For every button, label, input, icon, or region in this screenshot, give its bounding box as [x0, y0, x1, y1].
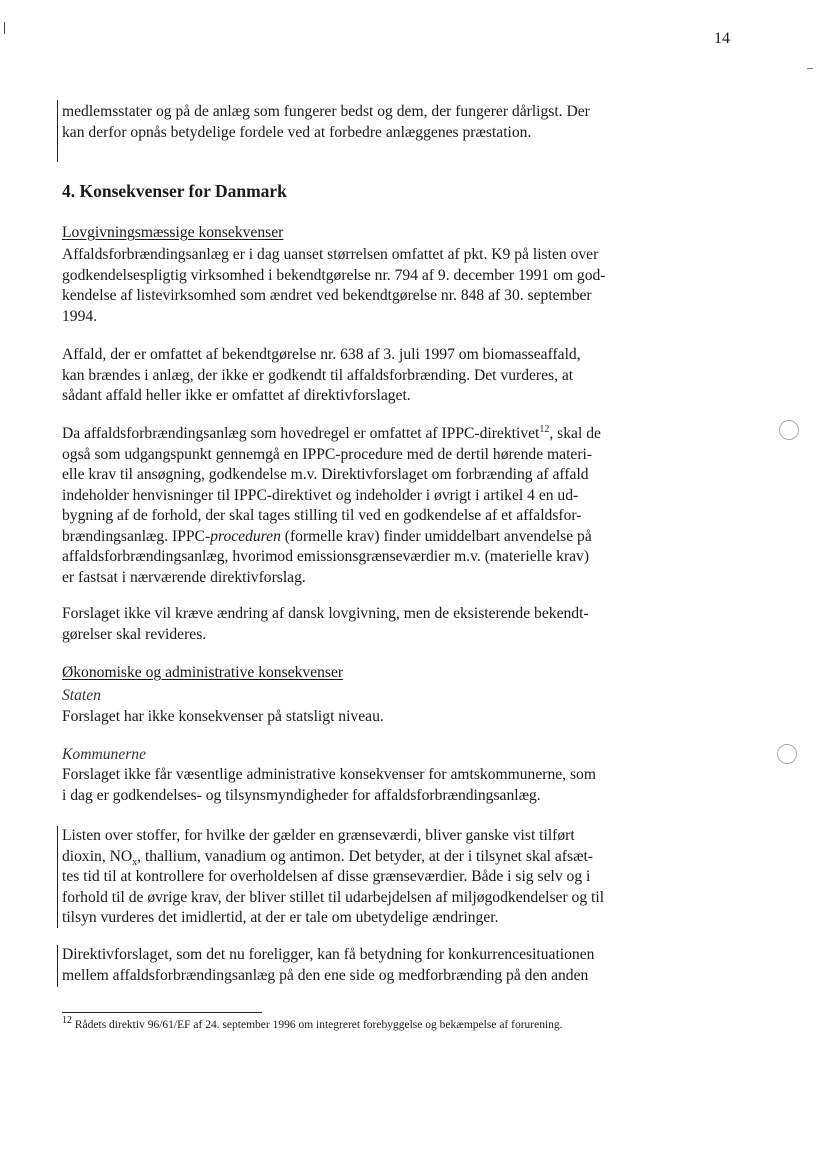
scan-edge-mark [4, 22, 5, 34]
emphasis-text: proceduren [210, 527, 281, 545]
text-line: Da affaldsforbrændingsanlæg som hovedregel er omfattet af IPPC-direktivet$^{12}$, skal de [62, 423, 601, 442]
text-line: også som udgangspunkt gennemgå en IPPC-procedure med de dertil hørende materi- [62, 445, 593, 463]
paragraph-legal-2 [62, 345, 734, 407]
footnote [62, 1015, 563, 1032]
paragraph-economic-5 [62, 826, 734, 929]
text-line: Direktivforslaget, som det nu foreligger, kan få betydning for konkurrencesituationen [62, 946, 595, 963]
text-line: kan derfor opnås betydelige fordele ved at forbedre anlæggenes præstation. [62, 123, 532, 141]
text-line: kan brændes i anlæg, der ikke er godkendt til affaldsforbrænding. Det vurderes, at [62, 366, 574, 384]
text-line: tes tid til at kontrollere for overholdelsen af disse grænseværdier. Både i sig selv og i [62, 868, 591, 885]
text-line: kendelse af listevirksomhed som ændret ved bekendtgørelse nr. 848 af 30. september [62, 287, 592, 304]
text-line: Forslaget ikke vil kræve ændring af dansk lovgivning, men de eksisterende bekendt- [62, 605, 589, 622]
text-line: gørelser skal revideres. [62, 625, 207, 643]
revision-margin-bar [57, 826, 58, 928]
text-line: 1994. [62, 307, 98, 325]
text-line: indeholder henvisninger til IPPC-direktivet og indeholder i øvrigt i artikel 4 en ud- [62, 486, 579, 504]
scan-edge-mark [807, 68, 813, 69]
text-line: dioxin, $NO_x$, thallium, vanadium og antimon. Det betyder, at der i tilsynet skal afsæt- [62, 847, 593, 868]
revision-margin-bar [57, 100, 58, 162]
punch-hole [777, 744, 797, 764]
footnote-separator [62, 1012, 262, 1013]
page-number: 14 [714, 30, 730, 47]
text-line: Affaldsforbrændingsanlæg er i dag uanset størrelsen omfattet af pkt. K9 på listen over [62, 246, 599, 263]
text-line: Forslaget ikke får væsentlige administrative konsekvenser for amtskommunerne, som [62, 766, 596, 783]
paragraph-municipal [62, 765, 734, 806]
text-line: sådant affald heller ikke er omfattet af direktivforslaget. [62, 387, 411, 404]
text-line: er fastsat i nærværende direktivforslag. [62, 568, 306, 586]
section-heading: 4. Konsekvenser for Danmark [62, 181, 287, 201]
text-line: mellem affaldsforbrændingsanlæg på den ene side og medforbrænding på den anden [62, 966, 589, 984]
intro-paragraph [62, 102, 734, 143]
footnote-text: Rådets direktiv 96/61/EF af 24. september 1996 om integreret forebyggelse og bekæmpelse af forurening. [72, 1019, 563, 1031]
text-line: brændingsanlæg. IPPC-proceduren (formelle krav) finder umiddelbart anvendelse på [62, 527, 592, 545]
punch-hole [779, 420, 799, 440]
paragraph-legal-1 [62, 245, 734, 327]
text-line: Affald, der er omfattet af bekendtgørelse nr. 638 af 3. juli 1997 om biomasseaffald, [62, 346, 581, 363]
footnote-reference[interactable]: 12 [539, 423, 550, 435]
paragraph-economic-6 [62, 945, 734, 986]
revision-margin-bar [57, 945, 58, 987]
paragraph-legal-3 [62, 424, 734, 588]
text-line: tilsyn vurderes det imidlertid, at der er tale om ubetydelige ændringer. [62, 909, 499, 926]
paragraph-legal-4 [62, 604, 734, 645]
text-line: bygning af de forhold, der skal tages stilling til ved en godkendelse af et affaldsfor- [62, 507, 582, 524]
text-line: forhold til de øvrige krav, der bliver stillet til udarbejdelsen af miljøgodkendelser og til [62, 888, 605, 906]
text-line: Listen over stoffer, for hvilke der gælder en grænseværdi, bliver ganske vist tilført [62, 827, 575, 844]
text-line: medlemsstater og på de anlæg som fungerer bedst og dem, der fungerer dårligst. Der [62, 103, 590, 120]
text-line: i dag er godkendelses- og tilsynsmyndigheder for affaldsforbrændingsanlæg. [62, 786, 541, 804]
text-line: godkendelsespligtig virksomhed i bekendtgørelse nr. 794 af 9. december 1991 om god- [62, 266, 606, 284]
label-state: Staten [62, 687, 101, 704]
text-line: affaldsforbrændingsanlæg, hvorimod emissionsgrænseværdier m.v. (materielle krav) [62, 548, 590, 565]
text-line: Forslaget har ikke konsekvenser på statsligt niveau. [62, 708, 384, 725]
text-line: elle krav til ansøgning, godkendelse m.v. Direktivforslaget om forbrænding af affald [62, 466, 589, 483]
paragraph-state [62, 707, 734, 728]
subheading-economic: Økonomiske og administrative konsekvenser [62, 664, 344, 681]
subheading-legal: Lovgivningsmæssige konsekvenser [62, 224, 284, 241]
footnote-number: 12 [62, 1015, 72, 1027]
label-municipal: Kommunerne [62, 746, 147, 763]
